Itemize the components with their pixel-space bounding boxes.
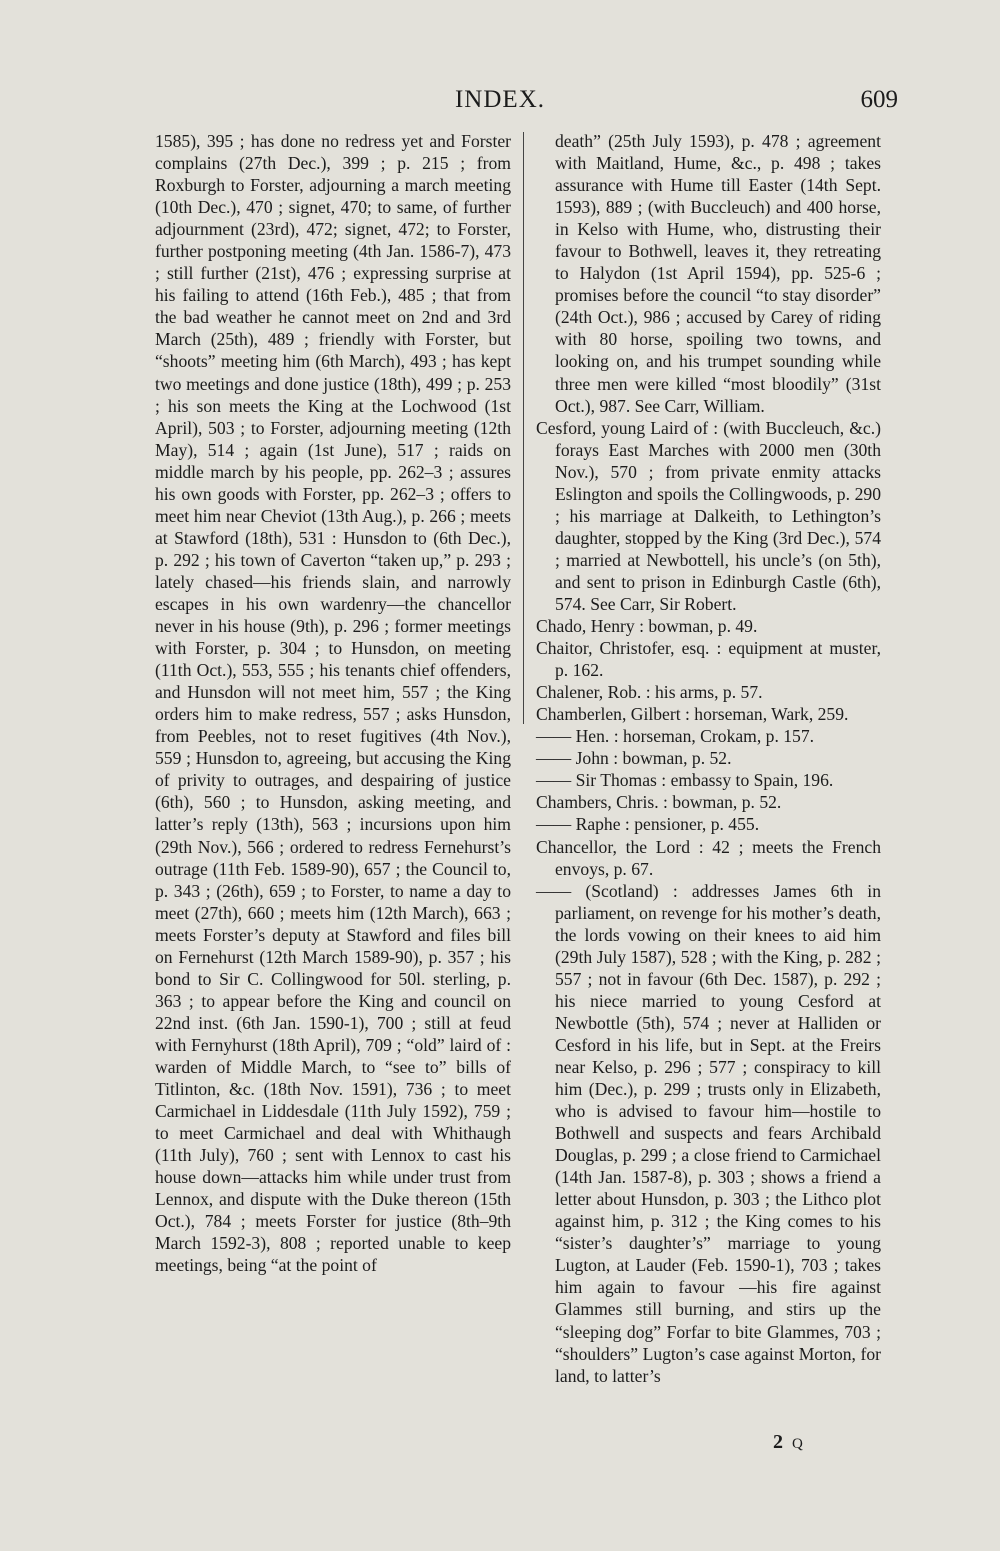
- index-entry: 1585), 395 ; has done no redress yet and Forster complains (27th Dec.), 399 ; p. 215 ; from Roxburgh to Forster, adjourning a march meeting (10th Dec.), 470 ; signet, 470; to same, of further adjournment (23rd), 472; signet, 472; to Forster, further postponing meeting (4th Jan. 1586-7), 473 ; still further (21st), 476 ; expressing surprise at his failing to attend (16th Feb.), 485 ; that from the bad weather he cannot meet on 2nd and 3rd March (25th), 489 ; friendly with Forster, but “shoots” meeting him (6th March), 493 ; has kept two meetings and done justice (18th), 499 ; p. 253 ; his son meets the King at the Lochwood (1st April), 503 ; to Forster, adjourning meeting (12th May), 514 ; again (1st June), 517 ; raids on middle march by his people, pp. 262–3 ; assures his own goods with Forster, pp. 262–3 ; offers to meet him near Cheviot (13th Aug.), p. 266 ; meets at Stawford (18th), 531 : Hunsdon to (6th Dec.), p. 292 ; his town of Caverton “taken up,” p. 293 ; lately chased—his friends slain, and narrowly escapes in his own wardenry—the chancellor never in his house (9th), p. 296 ; former meetings with Forster, p. 304 ; to Hunsdon, on meeting (11th Oct.), 553, 555 ; his tenants chief offenders, and Hunsdon will not meet him, 557 ; the King orders him to make redress, 557 ; asks Hunsdon, from Peebles, not to reset fugitives (4th Nov.), 559 ; Hunsdon to, agreeing, but accusing the King of privity to outrages, and despairing of justice (6th), 560 ; to Hunsdon, asking meeting, and latter’s reply (13th), 563 ; incursions upon him (29th Nov.), 566 ; ordered to redress Fernehurst’s outrage (11th Feb. 1589-90), 657 ; the Council to, p. 343 ; (26th), 659 ; to Forster, to name a day to meet (27th), 660 ; meets him (12th March), 663 ; meets Forster’s deputy at Stawford and files bill on Fernehurst (12th March 1589-90), p. 357 ; his bond to Sir C. Collingwood for 50l. sterling, p. 363 ; to appear before the King and council on 22nd inst. (6th Jan. 1590-1), 700 ; still at feud with Fernyhurst (18th April), 709 ; “old” laird of : warden of Middle March, to “see to” bills of Titlinton, &c. (18th Nov. 1591), 736 ; to meet Carmichael in Liddesdale (11th July 1592), 759 ; to meet Carmichael and deal with Whithaugh (11th July), 760 ; sent with Lennox to cast his house down—attacks him while under trust from Lennox, and dispute with the Duke thereon (15th Oct.), 784 ; meets Forster for justice (8th–9th March 1592-3), 808 ; reported unable to keep meetings, being “at the point of: [155, 131, 511, 1276]
- index-entry: Chalener, Rob. : his arms, p. 57.: [536, 682, 763, 703]
- index-entry: death” (25th July 1593), p. 478 ; agreement with Maitland, Hume, &c., p. 498 ; takes assurance with Hume till Easter (14th Sept. 1593), 889 ; (with Buccleuch) and 400 horse, in Kelso with Hume, who, distrusting their favour to Bothwell, leaves it, they retreating to Halydon (1st April 1594), pp. 525-6 ; promises before the council “to stay disorder” (24th Oct.), 986 ; accused by Carey of riding with 80 horse, spoiling two towns, and looking on, and his trumpet sounding while three men were killed “most bloodily” (31st Oct.), 987. See Carr, William.: [555, 131, 881, 416]
- signature-letter: Q: [792, 1436, 805, 1452]
- index-entry: Chamberlen, Gilbert : horseman, Wark, 259.: [536, 704, 849, 725]
- index-entry: Chaitor, Christofer, esq. : equipment at muster, p. 162.: [536, 638, 881, 681]
- column-divider: [523, 132, 524, 724]
- index-entry: Chambers, Chris. : bowman, p. 52.: [536, 792, 782, 813]
- index-entry: —— John : bowman, p. 52.: [536, 748, 732, 769]
- index-entry: —— Hen. : horseman, Crokam, p. 157.: [536, 726, 815, 747]
- printer-signature: [773, 1431, 805, 1454]
- index-entry: —— Sir Thomas : embassy to Spain, 196.: [536, 770, 834, 791]
- signature-number: 2: [773, 1431, 785, 1453]
- index-entry: Chancellor, the Lord : 42 ; meets the French envoys, p. 67.: [536, 836, 881, 879]
- page-number: 609: [860, 86, 898, 113]
- running-title: INDEX.: [454, 86, 545, 113]
- index-entry: —— Raphe : pensioner, p. 455.: [536, 814, 760, 835]
- index-entry: Cesford, young Laird of : (with Buccleuch, &c.) forays East Marches with 2000 men (30th Nov.), 570 ; from private enmity attacks Eslington and spoils the Collingwoods, p. 290 ; his marriage at Dalkeith, to Lethington’s daughter, stopped by the King (3rd Dec.), 574 ; married at Newbottell, his uncle’s (on 5th), and sent to prison in Edinburgh Castle (6th), 574. See Carr, Sir Robert.: [536, 417, 881, 614]
- index-column-left: [155, 130, 511, 1276]
- index-entry: —— (Scotland) : addresses James 6th in parliament, on revenge for his mother’s death, the lords vowing on their knees to aid him (29th July 1587), 528 ; with the King, p. 282 ; 557 ; not in favour (6th Dec. 1587), p. 292 ; his niece married to young Cesford at Newbottle (5th), 574 ; never at Halliden or Cesford in his life, but in Sept. at the Freirs near Kelso, p. 296 ; 577 ; conspiracy to kill him (Dec.), p. 299 ; trusts only in Elizabeth, who is advised to favour him—hostile to Bothwell and suspects and fears Archibald Douglas, p. 299 ; a close friend to Carmichael (14th Jan. 1587-8), p. 303 ; shows a friend a letter about Hunsdon, p. 303 ; the Lithco plot against him, p. 312 ; the King comes to his “sister’s daughter’s” marriage to young Lugton, at Lauder (Feb. 1590-1), 703 ; takes him again to favour —his fire against Glammes still burning, and stirs up the “sleeping dog” Forfar to bite Glammes, 703 ; “shoulders” Lugton’s case against Morton, for land, to latter’s: [536, 880, 881, 1386]
- index-entry: Chado, Henry : bowman, p. 49.: [536, 616, 758, 637]
- index-column-right: [536, 130, 881, 1387]
